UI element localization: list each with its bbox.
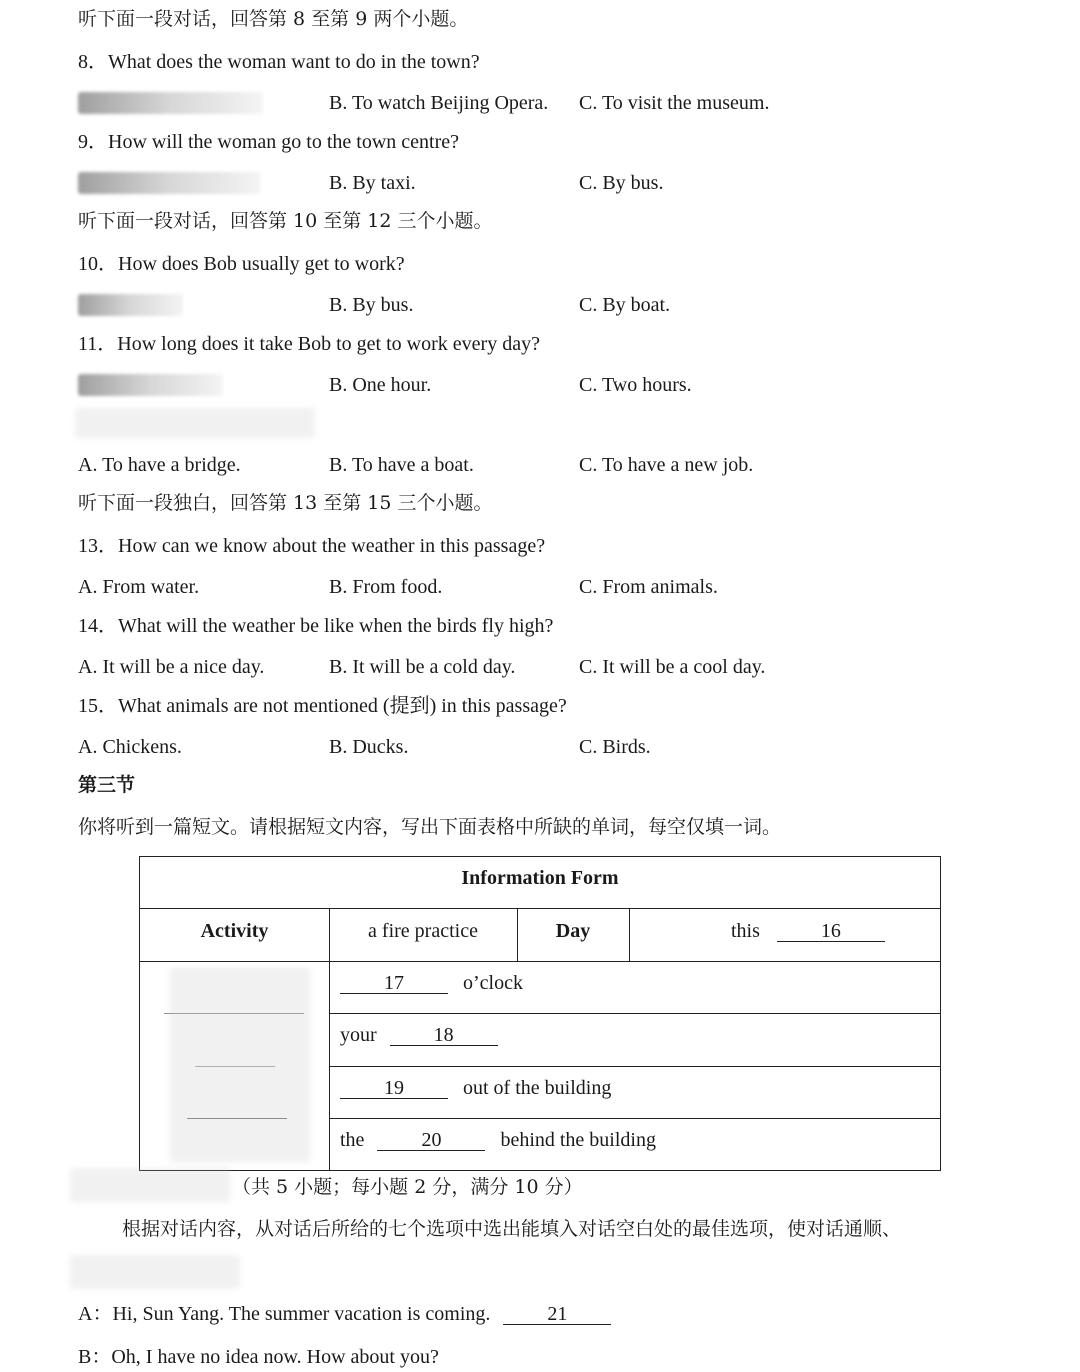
instruction-q13-15: 听下面一段独白，回答第 13 至第 15 三个小题。 <box>78 492 493 514</box>
table-rule <box>329 1013 940 1014</box>
option-10c: C. By boat. <box>579 294 671 316</box>
day-prefix: this <box>731 920 760 942</box>
question-15: 15．What animals are not mentioned (提到) in this passage? <box>78 695 567 717</box>
option-13c: C. From animals. <box>579 576 718 598</box>
option-9b: B. By taxi. <box>329 172 416 194</box>
day-value <box>731 919 885 943</box>
activity-label: Activity <box>200 920 269 942</box>
option-9c: C. By bus. <box>579 172 664 194</box>
instruction-q10-12: 听下面一段对话，回答第 10 至第 12 三个小题。 <box>78 210 493 232</box>
option-15a: A. Chickens. <box>78 736 182 758</box>
blank-21[interactable]: 21 <box>503 1304 611 1325</box>
section-3-instruction: 你将听到一篇短文。请根据短文内容，写出下面表格中所缺的单词，每空仅填一词。 <box>78 816 782 838</box>
dialogue-line-b: B：Oh, I have no idea now. How about you? <box>78 1346 439 1368</box>
obscured-option-11a <box>78 374 223 396</box>
row-behind-suffix: behind the building <box>500 1129 656 1151</box>
obscured-question-12 <box>75 408 315 438</box>
section-3-heading: 第三节 <box>78 774 136 796</box>
question-13: 13．How can we know about the weather in this passage? <box>78 535 546 557</box>
blank-18[interactable]: 18 <box>390 1025 498 1046</box>
table-rule <box>629 908 630 961</box>
table-rule <box>329 1118 940 1119</box>
option-13b: B. From food. <box>329 576 443 598</box>
obscured-option-8a <box>78 92 263 114</box>
row-out-suffix: out of the building <box>463 1077 612 1099</box>
activity-value: a fire practice <box>368 920 478 942</box>
obscured-section-4-heading <box>70 1168 230 1202</box>
row-behind-prefix: the <box>340 1129 365 1151</box>
obscured-instruction-continuation <box>70 1255 240 1289</box>
obscured-option-10a <box>78 294 183 316</box>
question-11: 11．How long does it take Bob to get to work every day? <box>78 333 540 355</box>
question-9: 9．How will the woman go to the town centre? <box>78 131 460 153</box>
blank-16[interactable]: 16 <box>777 921 885 942</box>
dialogue-a-text: A：Hi, Sun Yang. The summer vacation is coming. <box>78 1303 491 1325</box>
question-8: 8．What does the woman want to do in the town? <box>78 51 480 73</box>
question-14: 14．What will the weather be like when the birds fly high? <box>78 615 554 637</box>
row-behind <box>340 1128 656 1152</box>
question-10: 10．How does Bob usually get to work? <box>78 253 405 275</box>
dialogue-line-a <box>78 1302 611 1326</box>
option-10b: B. By bus. <box>329 294 414 316</box>
blank-19[interactable]: 19 <box>340 1078 448 1099</box>
row-time-suffix: o’clock <box>463 972 523 994</box>
day-label: Day <box>555 920 591 942</box>
option-8b: B. To watch Beijing Opera. <box>329 92 549 114</box>
instruction-q8-9: 听下面一段对话，回答第 8 至第 9 两个小题。 <box>78 8 469 30</box>
option-14b: B. It will be a cold day. <box>329 656 516 678</box>
option-15b: B. Ducks. <box>329 736 409 758</box>
blank-20[interactable]: 20 <box>377 1130 485 1151</box>
option-15c: C. Birds. <box>579 736 651 758</box>
table-rule <box>329 908 330 1170</box>
table-rule <box>329 1066 940 1067</box>
option-11c: C. Two hours. <box>579 374 692 396</box>
section-4-instruction: 根据对话内容，从对话后所给的七个选项中选出能填入对话空白处的最佳选项，使对话通顺、 <box>122 1218 902 1240</box>
form-title: Information Form <box>461 867 619 889</box>
row-time <box>340 971 523 995</box>
information-form-table <box>139 856 941 1171</box>
option-12a: A. To have a bridge. <box>78 454 241 476</box>
option-13a: A. From water. <box>78 576 200 598</box>
option-14a: A. It will be a nice day. <box>78 656 265 678</box>
row-your <box>340 1023 498 1047</box>
row-your-prefix: your <box>340 1024 377 1046</box>
option-12c: C. To have a new job. <box>579 454 754 476</box>
table-rule <box>187 961 287 962</box>
option-11b: B. One hour. <box>329 374 432 396</box>
blank-17[interactable]: 17 <box>340 973 448 994</box>
table-rule <box>140 908 940 909</box>
row-out <box>340 1076 611 1100</box>
option-14c: C. It will be a cool day. <box>579 656 766 678</box>
obscured-left-column <box>170 967 310 1162</box>
option-8c: C. To visit the museum. <box>579 92 770 114</box>
option-12b: B. To have a boat. <box>329 454 474 476</box>
obscured-option-9a <box>78 172 260 194</box>
section-4-scoring: （共 5 小题；每小题 2 分，满分 10 分） <box>232 1176 583 1198</box>
